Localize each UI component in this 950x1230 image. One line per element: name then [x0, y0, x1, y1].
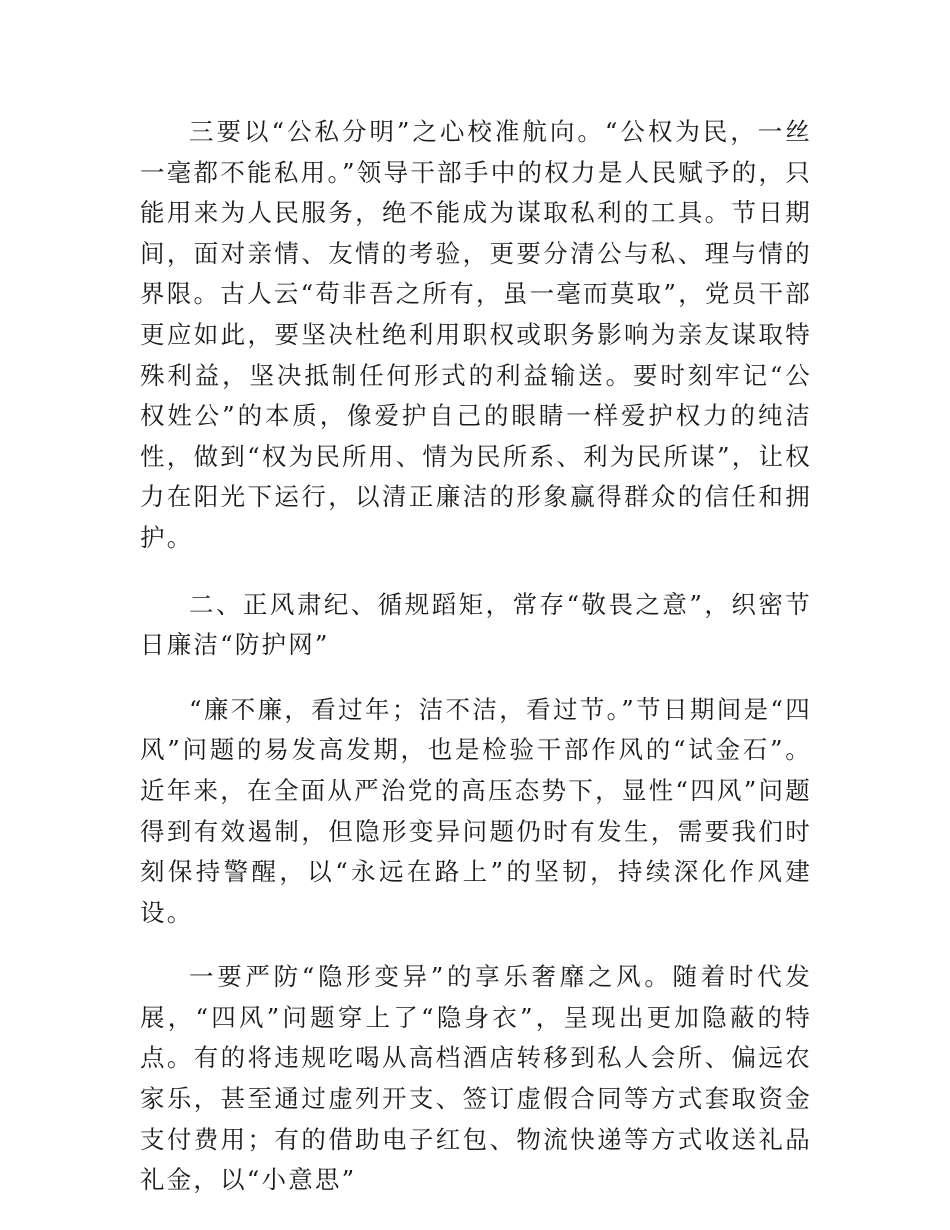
paragraph-public-private: 三要以“公私分明”之心校准航向。“公权为民，一丝一毫都不能私用。”领导干部手中的权力是人民赋予的，只能用来为人民服务，绝不能成为谋取私利的工具。节日期间，面对亲情、友情的考验，更要分清公与私、理与情的界限。古人云“苟非吾之所有，虽一毫而莫取”，党员干部更应如此，要坚决杜绝利用职权或职务影响为亲友谋取特殊利益，坚决抵制任何形式的利益输送。要时刻牢记“公权姓公”的本质，像爱护自己的眼睛一样爱护权力的纯洁性，做到“权为民所用、情为民所系、利为民所谋”，让权力在阳光下运行，以清正廉洁的形象赢得群众的信任和拥护。 [140, 117, 812, 552]
document-body [140, 112, 812, 1201]
paragraph-hidden-variants: 一要严防“隐形变异”的享乐奢靡之风。随着时代发展，“四风”问题穿上了“隐身衣”，呈现出更加隐蔽的特点。有的将违规吃喝从高档酒店转移到私人会所、偏远农家乐，甚至通过虚列开支、签订虚假合同等方式套取资金支付费用；有的借助电子红包、物流快递等方式收送礼品礼金，以“小意思” [140, 962, 812, 1195]
paragraph-festival-style: “廉不廉，看过年；洁不洁，看过节。”节日期间是“四风”问题的易发高发期，也是检验干部作风的“试金石”。近年来，在全面从严治党的高压态势下，显性“四风”问题得到有效遏制，但隐形变异问题仍时有发生，需要我们时刻保持警醒，以“永远在路上”的坚韧，持续深化作风建设。 [140, 694, 812, 927]
section-heading-2: 二、正风肃纪、循规蹈矩，常存“敬畏之意”，织密节日廉洁“防护网” [140, 589, 812, 660]
